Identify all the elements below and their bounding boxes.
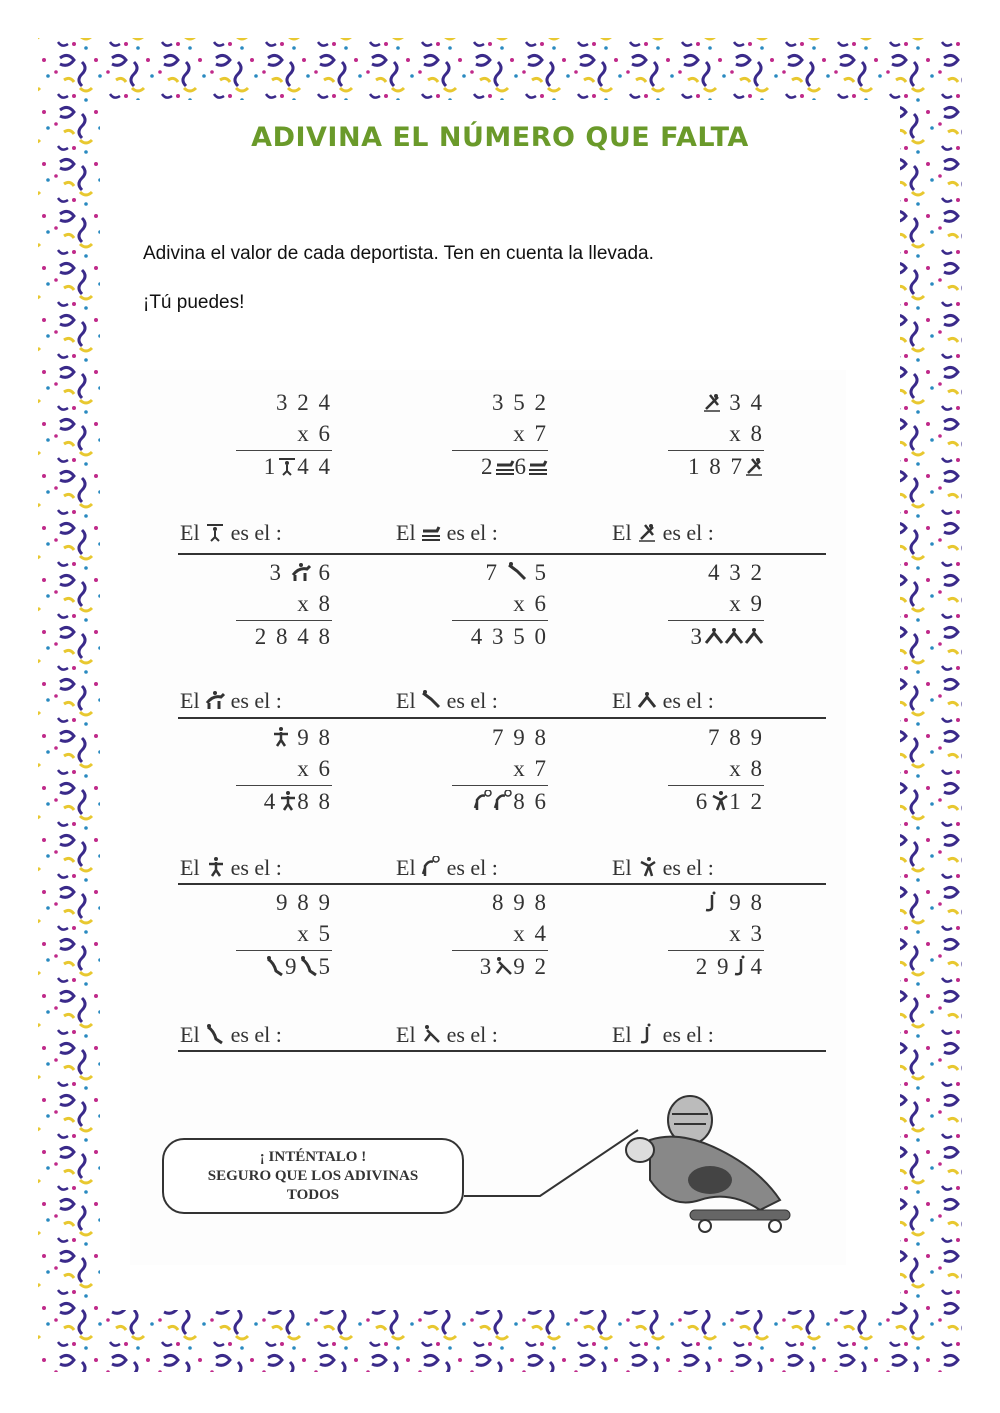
cyclist-icon — [724, 625, 744, 647]
result-rule — [236, 785, 332, 786]
answer-label: El es el : — [180, 855, 282, 880]
result-rule — [452, 620, 548, 621]
top-operand: 7 9 8 — [492, 725, 548, 750]
result-rule — [668, 785, 764, 786]
top-operand: 4 3 2 — [708, 560, 764, 585]
result-rule — [668, 620, 764, 621]
answer-label: El es el : — [396, 1022, 498, 1047]
multiplier: x 8 — [729, 756, 764, 781]
answer-label: El es el : — [396, 855, 498, 880]
top-operand: 9 8 — [702, 890, 765, 916]
weightlifter-icon — [205, 521, 225, 543]
diver-icon — [507, 561, 527, 583]
page-title: ADIVINA EL NÚMERO QUE FALTA — [251, 122, 749, 153]
result-rule — [452, 785, 548, 786]
horse-rider-icon — [291, 561, 311, 583]
dancer-icon — [637, 856, 657, 878]
swimmer-icon — [421, 521, 441, 543]
acrobat-icon — [637, 1023, 657, 1045]
multiplier: x 4 — [513, 921, 548, 946]
result-rule — [236, 450, 332, 451]
skier-icon — [637, 521, 657, 543]
dancer-icon — [709, 790, 729, 812]
multiplier: x 7 — [513, 421, 548, 446]
cyclist-icon — [704, 625, 724, 647]
multiplication-problem — [438, 560, 548, 660]
result: 1 4 4 — [263, 454, 332, 479]
result: 2 8 4 8 — [254, 624, 332, 649]
multiplier: x 3 — [729, 921, 764, 946]
row-separator — [178, 1050, 826, 1052]
cyclist-icon — [744, 625, 764, 647]
bubble-line-3: TODOS — [286, 1187, 340, 1203]
gymnast-icon — [299, 955, 319, 977]
multiplication-problem — [654, 725, 764, 825]
runner-icon — [270, 726, 290, 748]
speech-bubble — [162, 1138, 464, 1214]
weightlifter-icon — [277, 455, 297, 477]
skater-icon — [493, 955, 513, 977]
bubble-line-2: SEGURO QUE LOS ADIVINAS — [207, 1168, 419, 1184]
result-rule — [236, 950, 332, 951]
answer-label: El es el : — [612, 1022, 714, 1047]
result: 2 9 4 — [695, 954, 764, 979]
row-separator — [178, 883, 826, 885]
result-rule — [668, 950, 764, 951]
multiplication-problem — [654, 560, 764, 660]
juggler-icon — [493, 790, 513, 812]
multiplier: x 8 — [729, 421, 764, 446]
top-operand: 7 8 9 — [708, 725, 764, 750]
result-rule — [236, 620, 332, 621]
top-operand: 3 6 — [269, 560, 332, 585]
multiplication-problem — [222, 390, 332, 490]
answer-label: El es el : — [180, 1022, 282, 1047]
multiplier: x 7 — [513, 756, 548, 781]
gymnast-icon — [265, 955, 285, 977]
result-rule — [452, 450, 548, 451]
skier-icon — [702, 391, 722, 413]
multiplication-problem — [654, 890, 764, 990]
multiplier: x 6 — [513, 591, 548, 616]
skater-icon — [421, 1023, 441, 1045]
result: 4 8 8 — [263, 789, 332, 814]
juggler-icon — [421, 856, 441, 878]
worksheet — [130, 370, 846, 1265]
result-rule — [452, 950, 548, 951]
result: 9 5 — [265, 954, 332, 980]
skier-icon — [744, 455, 764, 477]
multiplication-problem — [222, 725, 332, 825]
runner-icon — [277, 790, 297, 812]
top-operand: 7 5 — [485, 560, 548, 585]
top-operand: 3 4 — [702, 390, 765, 416]
result: 3 9 2 — [479, 954, 548, 979]
multiplier: x 8 — [297, 591, 332, 616]
swimmer-icon — [495, 455, 515, 477]
answer-label: El es el : — [396, 520, 498, 545]
multiplier: x 5 — [297, 921, 332, 946]
multiplier: x 6 — [297, 756, 332, 781]
top-operand: 8 9 8 — [492, 890, 548, 915]
top-operand: 9 8 — [270, 725, 333, 751]
result: 1 8 7 — [688, 454, 764, 480]
result: 6 1 2 — [695, 789, 764, 814]
acrobat-icon — [731, 955, 751, 977]
answer-label: El es el : — [396, 688, 498, 713]
row-separator — [178, 717, 826, 719]
acrobat-icon — [702, 891, 722, 913]
cyclist-icon — [637, 689, 657, 711]
skateboarder-icon — [610, 1080, 810, 1250]
multiplier: x 6 — [297, 421, 332, 446]
answer-label: El es el : — [612, 855, 714, 880]
diver-icon — [421, 689, 441, 711]
result: 8 6 — [473, 789, 548, 815]
juggler-icon — [473, 790, 493, 812]
row-separator — [178, 553, 826, 555]
top-operand: 3 2 4 — [276, 390, 332, 415]
multiplication-problem — [438, 390, 548, 490]
result: 4 3 5 0 — [470, 624, 548, 649]
swimmer-icon — [528, 455, 548, 477]
horse-rider-icon — [205, 689, 225, 711]
runner-icon — [205, 856, 225, 878]
encouragement-text: ¡Tú puedes! — [143, 292, 245, 313]
answer-label: El es el : — [612, 688, 714, 713]
top-operand: 9 8 9 — [276, 890, 332, 915]
multiplication-problem — [654, 390, 764, 490]
answer-label: El es el : — [180, 688, 282, 713]
multiplier: x 9 — [729, 591, 764, 616]
bubble-line-1: ¡ INTÉNTALO ! — [259, 1149, 367, 1165]
multiplication-problem — [222, 890, 332, 990]
result: 3 — [691, 624, 765, 650]
result-rule — [668, 450, 764, 451]
multiplication-problem — [438, 725, 548, 825]
top-operand: 3 5 2 — [492, 390, 548, 415]
multiplication-problem — [222, 560, 332, 660]
instruction-text: Adivina el valor de cada deportista. Ten en cuenta la llevada. — [143, 243, 654, 264]
multiplication-problem — [438, 890, 548, 990]
gymnast-icon — [205, 1023, 225, 1045]
result: 2 6 — [481, 454, 548, 480]
answer-label: El es el : — [180, 520, 282, 545]
answer-label: El es el : — [612, 520, 714, 545]
